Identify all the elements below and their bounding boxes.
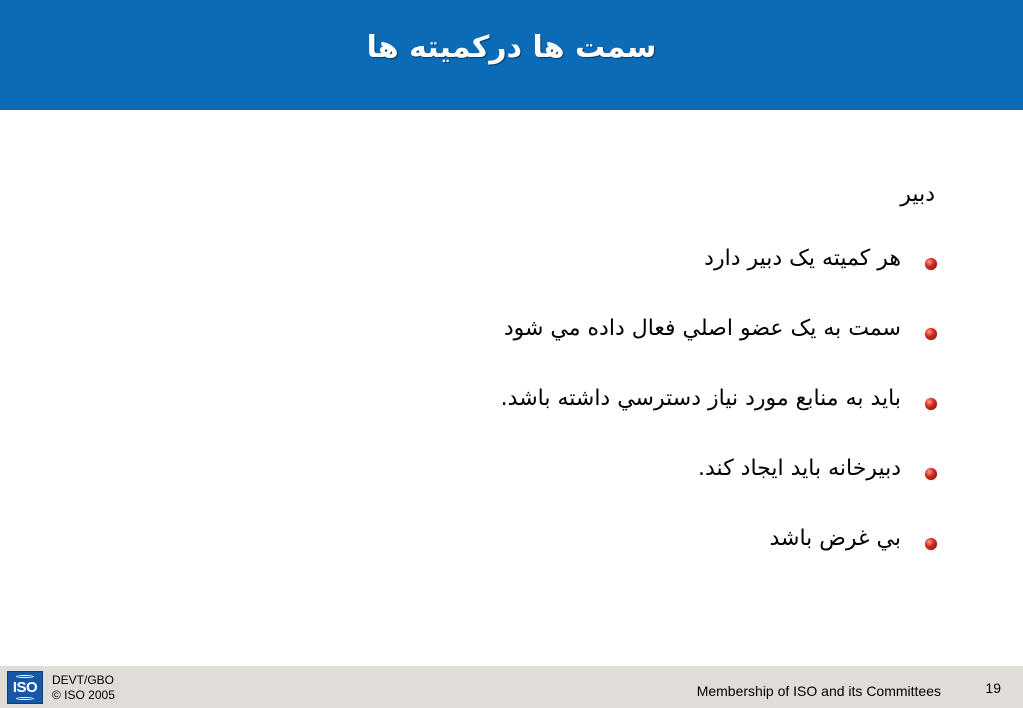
iso-logo [7, 671, 43, 704]
bullet-text: سمت به يک عضو اصلي فعال داده مي شود [503, 316, 901, 341]
footer-credits [52, 673, 115, 703]
footer-bar [0, 666, 1023, 708]
slide-title: سمت ها درکميته ها [366, 30, 657, 65]
bullet-text: بي غرض باشد [769, 526, 901, 551]
logo-arc-bottom [16, 697, 34, 700]
red-sphere-bullet-icon [925, 468, 937, 480]
footer-line-2: © ISO 2005 [52, 688, 115, 702]
logo-arc-top [16, 675, 34, 678]
footer-line-1: DEVT/GBO [52, 673, 115, 687]
footer-title: Membership of ISO and its Committees [696, 683, 941, 699]
red-sphere-bullet-icon [925, 258, 937, 270]
bullet-text: بايد به منابع مورد نياز دسترسي داشته باشد. [500, 386, 901, 411]
bullet-text: دبيرخانه بايد ايجاد کند. [698, 456, 901, 481]
bullet-text: هر کميته يک دبير دارد [704, 246, 901, 271]
iso-logo-text: ISO [12, 679, 38, 696]
red-sphere-bullet-icon [925, 328, 937, 340]
red-sphere-bullet-icon [925, 538, 937, 550]
red-sphere-bullet-icon [925, 398, 937, 410]
section-heading: دبير [900, 182, 935, 207]
page-number: 19 [985, 680, 1001, 696]
